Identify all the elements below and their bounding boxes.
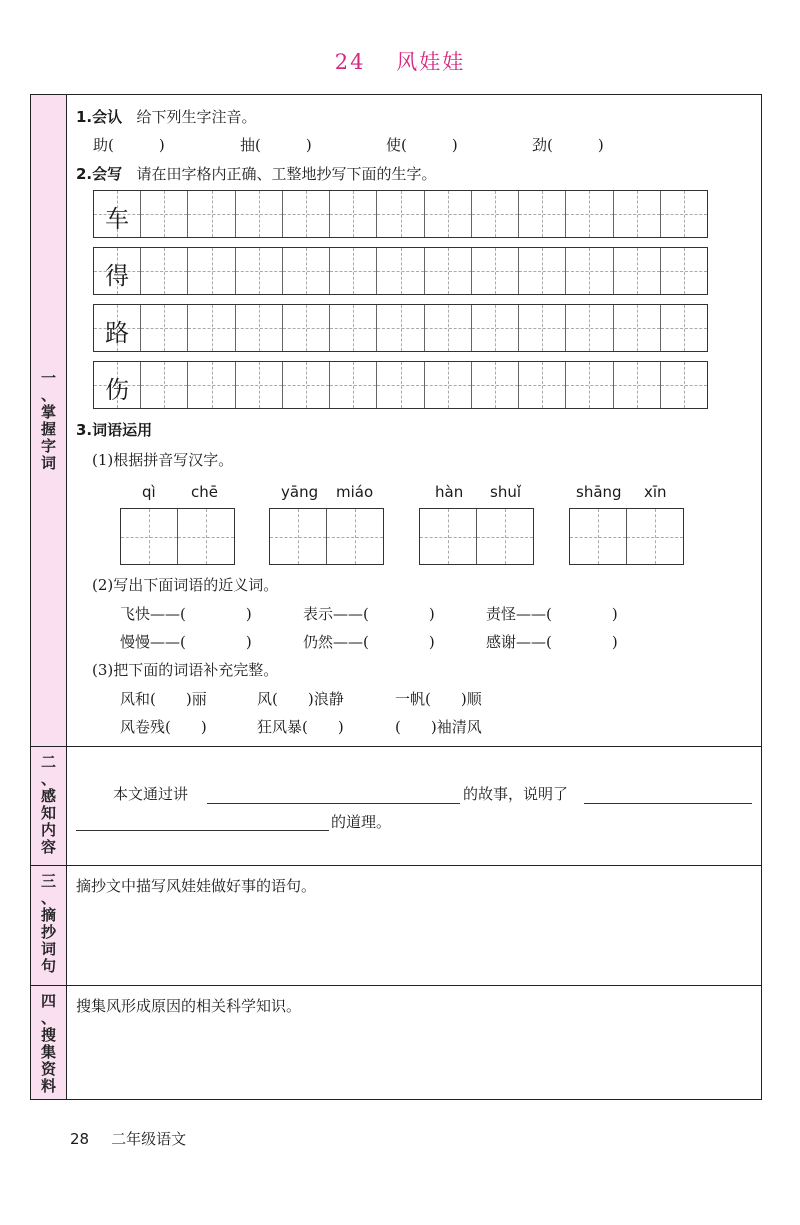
s2-text-1: 本文通过讲	[113, 785, 189, 803]
pinyin-answer-box[interactable]	[419, 508, 534, 565]
synonym-item[interactable]: 仍然——( )	[303, 633, 435, 651]
pinyin-label: shuǐ	[490, 483, 521, 501]
section-4-label: 四 、 搜 集 资 料	[40, 992, 56, 1095]
s2-text-2: 的故事，说明了	[463, 785, 569, 803]
q2-header: 2.会写 请在田字格内正确、工整地抄写下面的生字。	[76, 165, 437, 183]
pinyin-answer-box[interactable]	[269, 508, 384, 565]
divider-1	[30, 746, 762, 747]
idiom-item[interactable]: 一帆( )顺	[395, 690, 482, 708]
section-3-label: 三 、 摘 抄 词 句	[40, 872, 56, 975]
idiom-item[interactable]: 狂风暴( )	[257, 718, 344, 736]
section-2-label: 二 、 感 知 内 容	[40, 753, 56, 856]
divider-2	[30, 865, 762, 866]
synonym-item[interactable]: 慢慢——( )	[120, 633, 252, 651]
model-char: 车	[105, 205, 130, 233]
answer-line[interactable]	[584, 803, 752, 804]
book-name: 二年级语文	[111, 1130, 187, 1148]
lesson-title	[0, 46, 800, 76]
pinyin-label: miáo	[336, 483, 374, 501]
writing-grid-row[interactable]	[93, 361, 708, 409]
page-footer	[70, 1128, 208, 1149]
writing-grid-row[interactable]	[93, 304, 708, 352]
q1-header: 1.会认 给下列生字注音。	[76, 108, 257, 126]
s4-prompt: 搜集风形成原因的相关科学知识。	[76, 997, 302, 1015]
synonym-item[interactable]: 飞快——( )	[120, 605, 252, 623]
q3-header: 3.词语运用	[76, 421, 153, 439]
pinyin-label: shāng	[576, 483, 622, 501]
pinyin-answer-box[interactable]	[569, 508, 684, 565]
s4-answer-area[interactable]	[70, 1020, 756, 1096]
pinyin-answer-box[interactable]	[120, 508, 235, 565]
s2-text-3: 的道理。	[331, 813, 392, 831]
synonym-item[interactable]: 责怪——( )	[486, 605, 618, 623]
q1-item: 抽( )	[240, 136, 312, 154]
lesson-name: 风娃娃	[396, 50, 466, 74]
q1-item: 劲( )	[532, 136, 604, 154]
s3-answer-area[interactable]	[70, 900, 756, 980]
pinyin-label: qì	[142, 483, 156, 501]
model-char: 得	[105, 262, 130, 290]
pinyin-label: chē	[191, 483, 218, 501]
writing-grid-row[interactable]	[93, 190, 708, 238]
answer-line[interactable]	[207, 803, 460, 804]
synonym-item[interactable]: 感谢——( )	[486, 633, 618, 651]
section-1-label: 一 、 掌 握 字 词	[40, 369, 56, 472]
model-char: 伤	[105, 376, 130, 404]
model-char: 路	[105, 319, 130, 347]
answer-line[interactable]	[76, 830, 329, 831]
synonym-item[interactable]: 表示——( )	[303, 605, 435, 623]
s3-prompt: 摘抄文中描写风娃娃做好事的语句。	[76, 877, 317, 895]
pinyin-label: xīn	[644, 483, 667, 501]
pinyin-label: hàn	[435, 483, 464, 501]
pinyin-label: yāng	[281, 483, 319, 501]
q1-item: 助( )	[93, 136, 165, 154]
q3-sub1: (1)根据拼音写汉字。	[92, 451, 234, 469]
writing-grid-row[interactable]	[93, 247, 708, 295]
q3-sub3: (3)把下面的词语补充完整。	[92, 661, 279, 679]
lesson-number: 24	[334, 50, 366, 74]
idiom-item[interactable]: ( )袖清风	[395, 718, 482, 736]
page-number: 28	[70, 1130, 90, 1148]
idiom-item[interactable]: 风卷残( )	[120, 718, 207, 736]
q1-item: 使( )	[386, 136, 458, 154]
idiom-item[interactable]: 风和( )丽	[120, 690, 207, 708]
idiom-item[interactable]: 风( )浪静	[257, 690, 344, 708]
q3-sub2: (2)写出下面词语的近义词。	[92, 576, 279, 594]
divider-3	[30, 985, 762, 986]
